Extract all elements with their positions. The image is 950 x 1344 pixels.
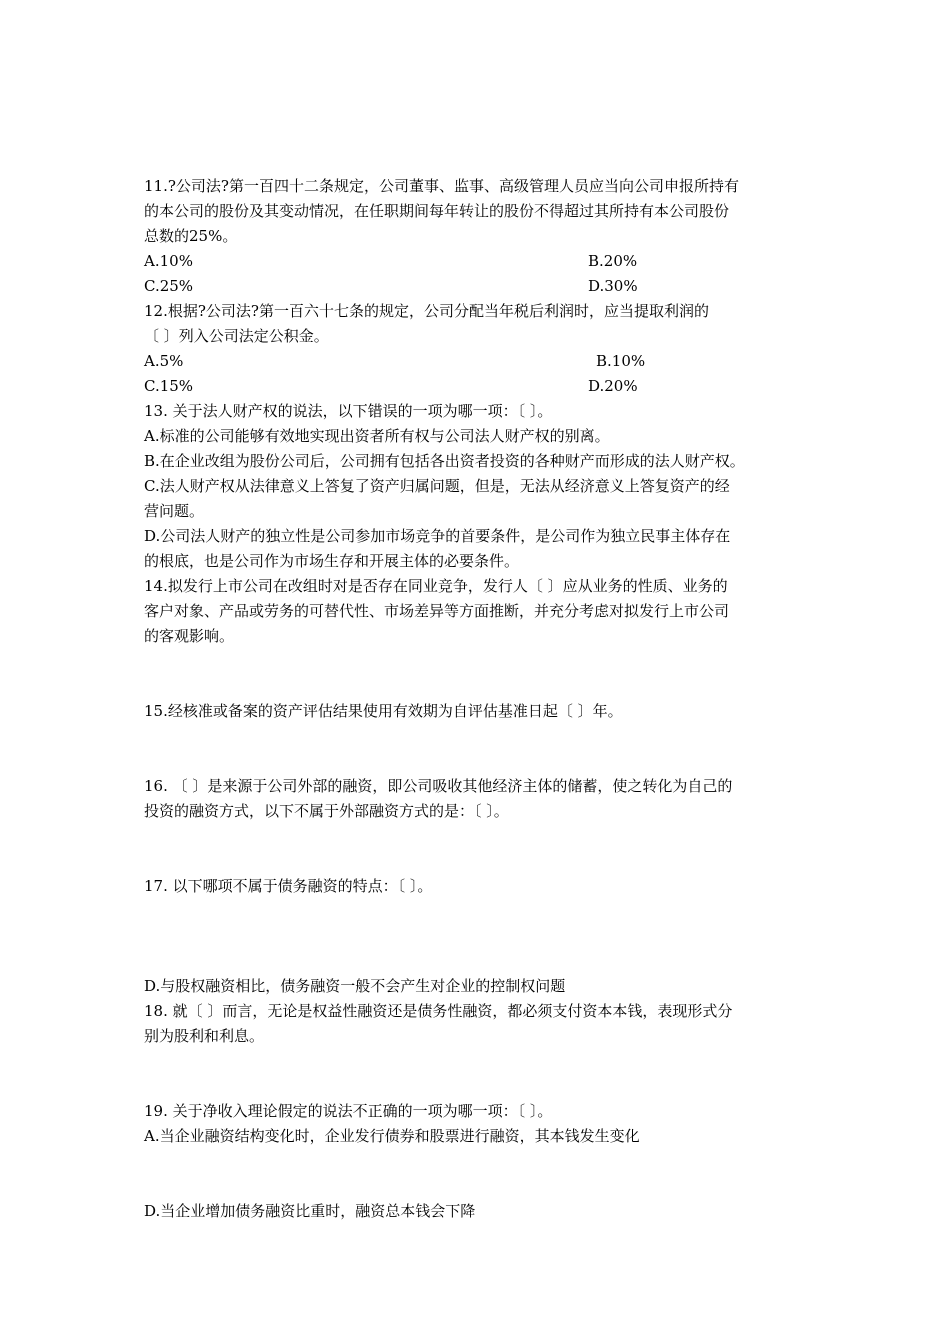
question-text: 11.?公司法?第一百四十二条规定，公司董事、监事、高级管理人员应当向公司申报所持有: [144, 177, 739, 195]
spacer: [144, 1049, 816, 1099]
spacer: [144, 649, 816, 699]
option-c: C.15%: [144, 377, 194, 395]
question-text: 别为股利和利息。: [144, 1027, 265, 1045]
question-text: 16. 〔 〕是来源于公司外部的融资，即公司吸收其他经济主体的储蓄，使之转化为自己的: [144, 777, 733, 795]
question-text: 14.拟发行上市公司在改组时对是否存在同业竞争，发行人〔 〕应从业务的性质、业务的: [144, 577, 728, 595]
question-text: 的客观影响。: [144, 627, 235, 645]
option-a: A.当企业融资结构变化时，企业发行债券和股票进行融资，其本钱发生变化: [144, 1127, 640, 1145]
spacer: [144, 1149, 816, 1199]
question-11: [144, 174, 816, 299]
question-text: 12.根据?公司法?第一百六十七条的规定，公司分配当年税后利润时，应当提取利润的: [144, 302, 709, 320]
spacer: [144, 824, 816, 874]
question-13: [144, 399, 816, 574]
question-14: [144, 574, 816, 649]
option-a: A.标准的公司能够有效地实现出资者所有权与公司法人财产权的别离。: [144, 427, 610, 445]
option-a: A.5%: [144, 352, 184, 370]
options-row: [144, 274, 816, 299]
question-text: 17. 以下哪项不属于债务融资的特点：〔 〕。: [144, 877, 433, 895]
question-19: [144, 1099, 816, 1224]
spacer: [144, 724, 816, 774]
option-b: B.10%: [596, 352, 646, 370]
question-text: 15.经核准或备案的资产评估结果使用有效期为自评估基准日起〔 〕年。: [144, 702, 623, 720]
question-text: 客户对象、产品或劳务的可替代性、市场差异等方面推断，并充分考虑对拟发行上市公司: [144, 602, 730, 620]
document-body: [144, 174, 816, 1224]
options-row: [144, 374, 816, 399]
option-d: D.当企业增加债务融资比重时，融资总本钱会下降: [144, 1202, 476, 1220]
spacer: [144, 899, 816, 974]
option-c-continued: 营问题。: [144, 502, 205, 520]
option-d: D.30%: [588, 277, 638, 295]
option-c: C.25%: [144, 277, 194, 295]
option-c: C.法人财产权从法律意义上答复了资产归属问题，但是，无法从经济意义上答复资产的经: [144, 477, 730, 495]
option-a: A.10%: [144, 252, 193, 270]
question-text: 总数的25%。: [144, 227, 238, 245]
options-row: [144, 349, 816, 374]
options-row: [144, 249, 816, 274]
question-text: 〔 〕列入公司法定公积金。: [144, 327, 329, 345]
option-b: B.在企业改组为股份公司后，公司拥有包括各出资者投资的各种财产而形成的法人财产权。: [144, 452, 745, 470]
question-text: 投资的融资方式，以下不属于外部融资方式的是：〔 〕。: [144, 802, 509, 820]
option-d: D.20%: [588, 377, 638, 395]
question-18: [144, 999, 816, 1049]
question-text: 18. 就〔 〕而言，无论是权益性融资还是债务性融资，都必须支付资本本钱，表现形式分: [144, 1002, 733, 1020]
question-15: [144, 699, 816, 724]
question-text: 的本公司的股份及其变动情况，在任职期间每年转让的股份不得超过其所持有本公司股份: [144, 202, 730, 220]
option-d: D.公司法人财产的独立性是公司参加市场竞争的首要条件，是公司作为独立民事主体存在: [144, 527, 731, 545]
question-text: 13. 关于法人财产权的说法，以下错误的一项为哪一项：〔 〕。: [144, 402, 553, 420]
question-17: [144, 874, 816, 999]
option-b: B.20%: [588, 252, 638, 270]
question-text: 19. 关于净收入理论假定的说法不正确的一项为哪一项：〔 〕。: [144, 1102, 553, 1120]
question-12: [144, 299, 816, 399]
option-d-continued: 的根底，也是公司作为市场生存和开展主体的必要条件。: [144, 552, 520, 570]
question-16: [144, 774, 816, 824]
option-d: D.与股权融资相比，债务融资一般不会产生对企业的控制权问题: [144, 977, 566, 995]
